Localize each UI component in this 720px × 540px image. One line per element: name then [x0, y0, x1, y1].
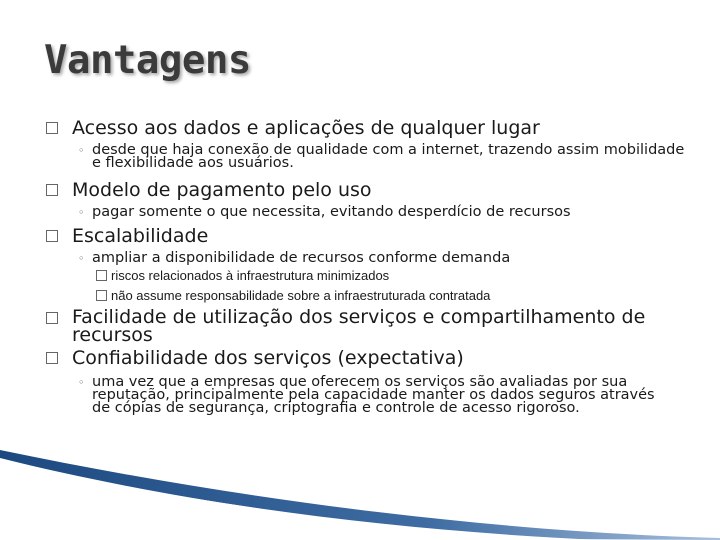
sub-bullet-text: pagar somente o que necessita, evitando desperdício de recursos: [92, 204, 571, 220]
bullet-text: Confiabilidade dos serviços (expectativa): [72, 347, 464, 369]
bullet-text: Modelo de pagamento pelo uso: [72, 179, 372, 201]
square-bullet-icon: [46, 230, 58, 242]
square-bullet-icon: [46, 122, 58, 134]
bullet-text: Facilidade de utilização dos serviços e compartilhamento de recursos: [72, 306, 646, 346]
ring-bullet-icon: ◦: [78, 206, 85, 219]
decorative-swoosh: [0, 450, 720, 540]
square-bullet-icon: [46, 352, 58, 364]
square-bullet-icon: [96, 270, 107, 281]
ring-bullet-icon: ◦: [78, 376, 85, 389]
ring-bullet-icon: ◦: [78, 252, 85, 265]
square-bullet-icon: [46, 184, 58, 196]
bullet-text: Acesso aos dados e aplicações de qualquer lugar: [72, 117, 540, 139]
third-level-text: riscos relacionados à infraestrutura minimizados: [111, 268, 390, 283]
sub-bullet-text: ampliar a disponibilidade de recursos conforme demanda: [92, 250, 511, 266]
sub-bullet-text: desde que haja conexão de qualidade com a internet, trazendo assim mobilidade e flexibilidade aos usuários.: [92, 142, 685, 171]
square-bullet-icon: [46, 312, 58, 324]
sub-bullet-text: uma vez que a empresas que oferecem os serviços são avaliadas por sua reputação, principalmente pela capacidade manter os dados seguros através de cópias de segurança, criptografia e controle de acesso rigoroso.: [92, 374, 655, 416]
bullet-text: Escalabilidade: [72, 225, 209, 247]
square-bullet-icon: [96, 290, 107, 301]
slide-title: Vantagens: [44, 38, 251, 83]
third-level-text: não assume responsabilidade sobre a infraestruturada contratada: [111, 288, 491, 303]
ring-bullet-icon: ◦: [78, 144, 85, 157]
